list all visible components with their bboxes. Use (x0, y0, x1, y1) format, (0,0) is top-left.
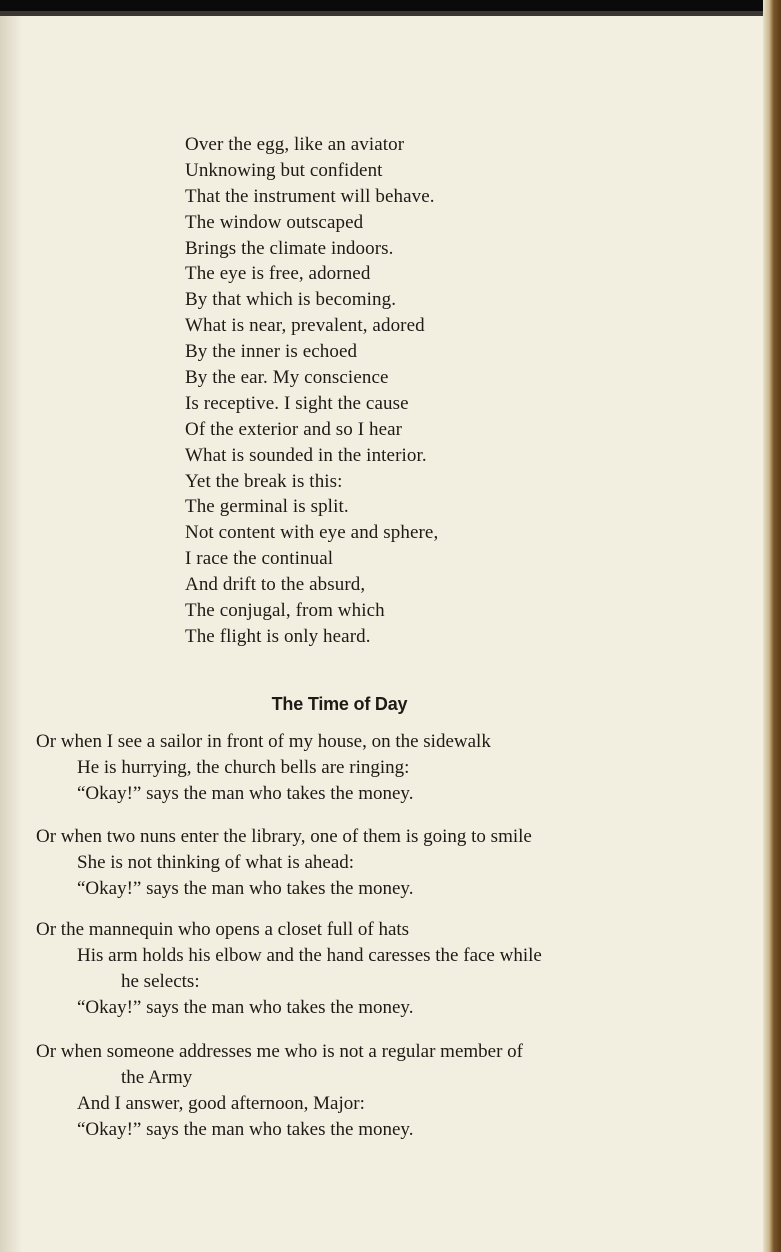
stanza-line: She is not thinking of what is ahead: (77, 852, 355, 873)
stanza-line: His arm holds his elbow and the hand caresses the face while (77, 945, 542, 966)
stanza-line: He is hurrying, the church bells are ringing: (77, 757, 410, 778)
poem-line: Is receptive. I sight the cause (185, 392, 409, 414)
stanza (0, 729, 760, 807)
poem-line: Of the exterior and so I hear (185, 418, 403, 440)
stanza-line-continuation: the Army (121, 1067, 193, 1088)
poem-line: The flight is only heard. (185, 625, 371, 647)
poem-line: The germinal is split. (185, 496, 349, 518)
poem-line: The eye is free, adorned (185, 263, 371, 285)
stanza-line: Or the mannequin who opens a closet full of hats (36, 919, 410, 940)
page-right-edge (763, 0, 781, 1252)
poem-line: By the ear. My conscience (185, 367, 389, 389)
poem-line: Not content with eye and sphere, (185, 522, 439, 544)
stanza-line: Or when two nuns enter the library, one of them is going to smile (36, 826, 532, 847)
poem-line: That the instrument will behave. (185, 185, 435, 207)
poem-line: The window outscaped (185, 211, 364, 233)
refrain-line: “Okay!” says the man who takes the money. (77, 997, 414, 1018)
stanza-line-continuation: he selects: (121, 971, 200, 992)
stanza (0, 917, 760, 1021)
stanza-line: And I answer, good afternoon, Major: (77, 1093, 365, 1114)
poem-title: The Time of Day (271, 694, 408, 714)
poem-line: I race the continual (185, 548, 334, 570)
poem-line: What is near, prevalent, adored (185, 315, 425, 337)
refrain-line: “Okay!” says the man who takes the money. (77, 1119, 414, 1140)
stanza (0, 824, 760, 902)
poem-line: And drift to the absurd, (185, 574, 366, 596)
stanza-line: Or when I see a sailor in front of my house, on the sidewalk (36, 731, 491, 752)
poem-line: Yet the break is this: (185, 470, 343, 492)
poem-line: Over the egg, like an aviator (185, 134, 405, 155)
poem-line: Unknowing but confident (185, 159, 383, 181)
stanza-line: Or when someone addresses me who is not a regular member of (36, 1041, 523, 1062)
refrain-line: “Okay!” says the man who takes the money. (77, 878, 414, 899)
refrain-line: “Okay!” says the man who takes the money. (77, 783, 414, 804)
poem-line: By the inner is echoed (185, 341, 358, 363)
poem-line: Brings the climate indoors. (185, 237, 394, 259)
poem-line: The conjugal, from which (185, 600, 385, 622)
poem-line: By that which is becoming. (185, 289, 397, 311)
stanza (0, 1039, 760, 1143)
poem-line: What is sounded in the interior. (185, 444, 427, 466)
poem-continuation (185, 132, 438, 650)
